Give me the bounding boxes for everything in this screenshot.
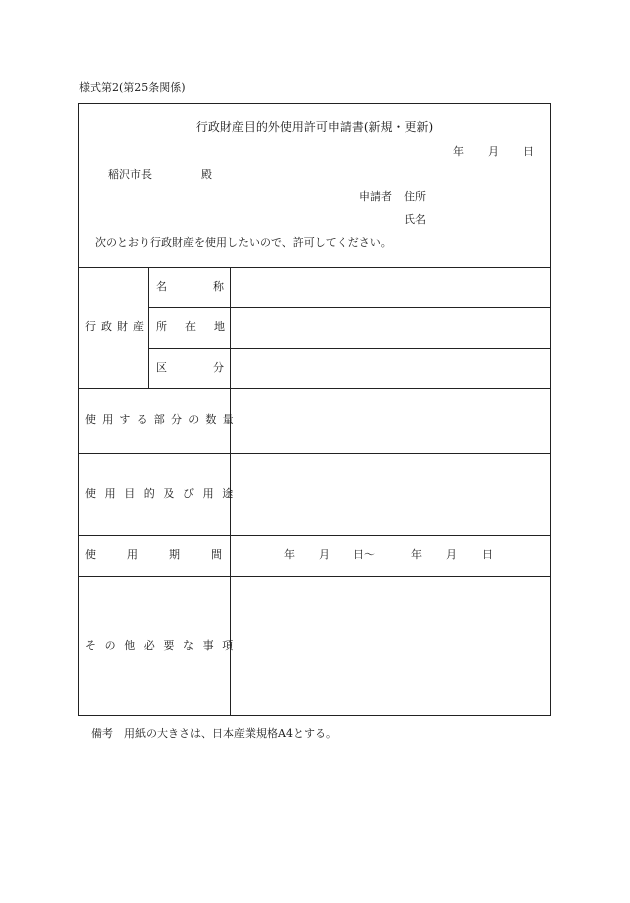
row-divider-quantity [78, 453, 551, 454]
location-row-label: 所在地 [156, 320, 243, 333]
period-start-month: 月 [319, 548, 330, 561]
form-number-label: 様式第2(第25条関係) [79, 81, 186, 94]
period-start-year: 年 [284, 548, 295, 561]
row-divider-period [78, 576, 551, 577]
date-day-label: 日 [523, 145, 534, 158]
period-row-label: 使用期間 [85, 548, 253, 561]
applicant-label: 申請者 [359, 190, 392, 203]
date-month-label: 月 [488, 145, 499, 158]
row-divider-location [148, 348, 551, 349]
quantity-row-label: 使用する部分の数量 [85, 413, 240, 426]
row-divider-purpose [78, 535, 551, 536]
date-year-label: 年 [453, 145, 464, 158]
addressee-honorific: 殿 [201, 168, 212, 181]
name-row-label: 名称 [156, 280, 270, 293]
application-form-frame [78, 103, 551, 716]
form-title: 行政財産目的外使用許可申請書(新規・更新) [195, 120, 434, 134]
purpose-row-label: 使用目的及び用途 [85, 487, 242, 500]
remarks-note: 備考 用紙の大きさは、日本産業規格A4とする。 [91, 727, 337, 740]
other-matters-label: その他必要な事項 [85, 639, 242, 652]
property-group-label: 行政財産 [85, 320, 149, 333]
period-end-month: 月 [446, 548, 457, 561]
period-end-year: 年 [411, 548, 422, 561]
applicant-address-label: 住所 [404, 190, 426, 203]
period-start-day: 日〜 [353, 548, 375, 561]
applicant-name-label: 氏名 [404, 213, 426, 226]
addressee-name: 稲沢市長 [108, 168, 152, 181]
period-end-day: 日 [482, 548, 493, 561]
row-divider-property [78, 388, 551, 389]
request-statement: 次のとおり行政財産を使用したいので、許可してください。 [95, 236, 392, 249]
row-divider-name [148, 307, 551, 308]
category-row-label: 区分 [156, 361, 270, 374]
